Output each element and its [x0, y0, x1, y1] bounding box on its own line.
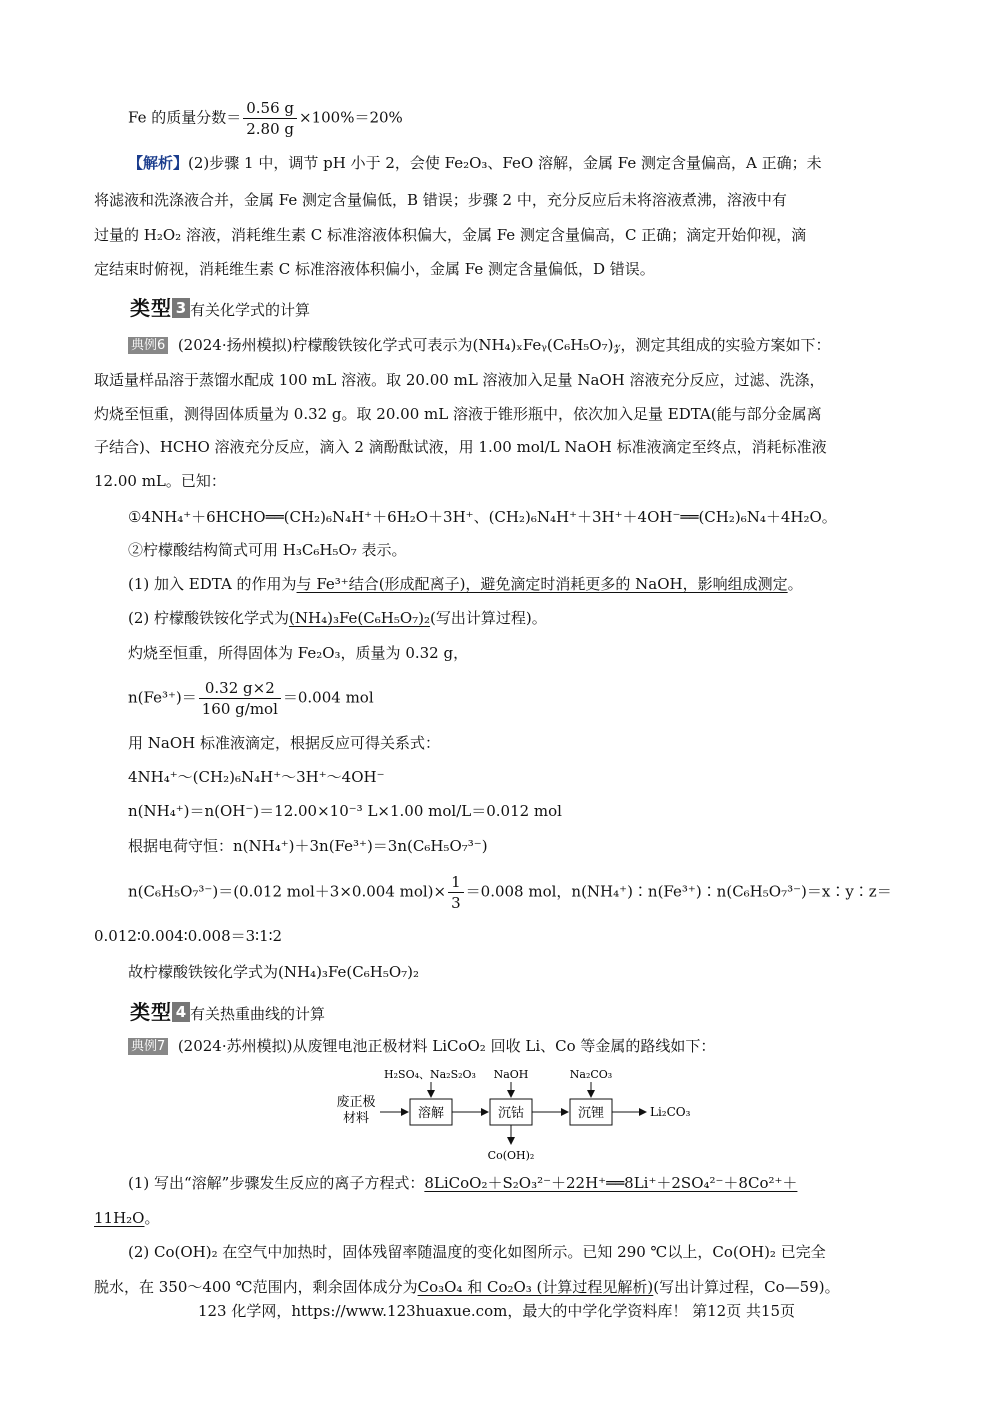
text: (1) 写出“溶解”步骤发生反应的离子方程式： — [128, 1174, 425, 1192]
given-equation-1: ①4NH₄⁺＋6HCHO══(CH₂)₆N₄H⁺＋6H₂O＋3H⁺、(CH₂)₆N₄H⁺＋3H⁺＋4OH⁻══(CH₂)₆N₄＋4H₂O。 — [128, 508, 837, 526]
solution-conclusion: 故柠檬酸铁铵化学式为(NH₄)₃Fe(C₆H₅O₇)₂ — [128, 963, 420, 981]
type-number: 4 — [172, 1002, 190, 1022]
flow-input-3: Na₂CO₃ — [569, 1068, 613, 1081]
flow-box-dissolve-label: 溶解 — [417, 1106, 445, 1121]
flow-product: Li₂CO₃ — [650, 1105, 691, 1119]
flow-input-2: NaOH — [493, 1068, 529, 1081]
text: ＝0.008 mol，n(NH₄⁺)∶n(Fe³⁺)∶n(C₆H₅O₇³⁻)＝x∶y∶z＝ — [465, 882, 892, 901]
text: 脱水，在 350～400 ℃范围内，剩余固体成分为 — [94, 1278, 418, 1296]
type-title: 有关化学式的计算 — [190, 301, 311, 319]
type-number: 3 — [172, 298, 190, 318]
text: (2024·扬州模拟)柠檬酸铁铵化学式可表示为(NH₄)ₓFeᵧ(C₆H₅O₇)𝓏，测定其组成的实验方案如下： — [177, 336, 831, 354]
type-label: 类型 — [130, 296, 172, 320]
analysis-line-1 — [128, 146, 898, 180]
flow-input-1: H₂SO₄、Na₂S₂O₃ — [384, 1068, 476, 1081]
text: ×100%＝20% — [299, 108, 403, 127]
example7-line-1 — [128, 1029, 715, 1063]
flow-output-cobalt: Co(OH)₂ — [487, 1149, 535, 1162]
text: Fe 的质量分数＝ — [128, 108, 242, 127]
fraction — [243, 98, 297, 139]
example7-question-2-line-1: (2) Co(OH)₂ 在空气中加热时，固体残留率随温度的变化如图所示。已知 290 ℃以上，Co(OH)₂ 已完全 — [128, 1243, 826, 1261]
example6-question-1 — [128, 567, 803, 601]
type-title: 有关热重曲线的计算 — [190, 1005, 326, 1023]
example-badge: 典例7 — [128, 1038, 168, 1055]
denominator: 2.80 g — [246, 120, 295, 138]
text: 。 — [787, 575, 803, 593]
text: (写出计算过程，Co—59)。 — [653, 1278, 840, 1296]
solution-step-2 — [128, 678, 374, 719]
recycling-flowchart — [330, 1064, 710, 1166]
numerator: 0.32 g×2 — [199, 678, 281, 699]
text: (2024·苏州模拟)从废锂电池正极材料 LiCoO₂ 回收 Li、Co 等金属的路线如下： — [177, 1037, 716, 1055]
solution-step-7 — [128, 872, 892, 913]
fraction — [199, 678, 281, 719]
example6-question-2 — [128, 601, 547, 635]
solution-step-6: 根据电荷守恒：n(NH₄⁺)＋3n(Fe³⁺)＝3n(C₆H₅O₇³⁻) — [128, 837, 488, 855]
flow-box-cobalt-label: 沉钴 — [497, 1106, 525, 1121]
example7-question-1 — [128, 1166, 898, 1200]
analysis-tag: 【解析】 — [128, 154, 189, 172]
text: n(Fe³⁺)＝ — [128, 688, 197, 707]
flow-start-line1: 废正极 — [336, 1095, 376, 1110]
solution-step-8: 0.012∶0.004∶0.008＝3∶1∶2 — [94, 927, 283, 945]
example7-question-2-line-2 — [94, 1270, 898, 1304]
answer: (NH₄)₃Fe(C₆H₅O₇)₂ — [289, 609, 431, 627]
answer: 8LiCoO₂＋S₂O₃²⁻＋22H⁺══8Li⁺＋2SO₄²⁻＋8Co²⁺＋ — [424, 1174, 798, 1192]
numerator: 1 — [448, 872, 464, 893]
section-heading-type3 — [130, 292, 310, 321]
solution-step-5: n(NH₄⁺)＝n(OH⁻)＝12.00×10⁻³ L×1.00 mol/L＝0.012 mol — [128, 802, 562, 820]
answer: 与 Fe³⁺结合(形成配离子)，避免滴定时消耗更多的 NaOH，影响组成测定 — [296, 575, 788, 593]
text: ＝0.004 mol — [282, 688, 374, 707]
answer: 11H₂O — [94, 1209, 145, 1227]
type-label: 类型 — [130, 1000, 172, 1024]
flow-box-lithium-label: 沉锂 — [577, 1106, 605, 1121]
denominator: 3 — [451, 894, 461, 912]
example6-line-2: 取适量样品溶于蒸馏水配成 100 mL 溶液。取 20.00 mL 溶液加入足量 NaOH 溶液充分反应，过滤、洗涤， — [94, 371, 825, 389]
example6-line-5: 12.00 mL。已知： — [94, 472, 226, 490]
fe-mass-fraction — [128, 98, 403, 139]
page-footer: 123 化学网，https://www.123huaxue.com，最大的中学化学资料库！ 第12页 共15页 — [197, 1302, 796, 1320]
flow-start-line2: 材料 — [342, 1111, 370, 1126]
solution-step-3: 用 NaOH 标准液滴定，根据反应可得关系式： — [128, 734, 440, 752]
example7-question-1-cont — [94, 1201, 160, 1235]
text: 。 — [144, 1209, 160, 1227]
answer: Co₃O₄ 和 Co₂O₃ (计算过程见解析) — [417, 1278, 654, 1296]
text: (2) 柠檬酸铁铵化学式为 — [128, 609, 290, 627]
example-badge: 典例6 — [128, 337, 168, 354]
example6-line-4: 子结合)、HCHO 溶液充分反应，滴入 2 滴酚酞试液，用 1.00 mol/L NaOH 标准液滴定至终点，消耗标准液 — [94, 438, 827, 456]
example6-line-1 — [128, 328, 898, 362]
denominator: 160 g/mol — [201, 700, 278, 718]
given-equation-2: ②柠檬酸结构简式可用 H₃C₆H₅O₇ 表示。 — [128, 541, 407, 559]
text: (写出计算过程)。 — [430, 609, 547, 627]
analysis-line-3: 过量的 H₂O₂ 溶液，消耗维生素 C 标准溶液体积偏大，金属 Fe 测定含量偏高，C 正确；滴定开始仰视，滴 — [94, 226, 807, 244]
example6-line-3: 灼烧至恒重，测得固体质量为 0.32 g。取 20.00 mL 溶液于锥形瓶中，依次加入足量 EDTA(能与部分金属离 — [94, 405, 822, 423]
fraction — [448, 872, 464, 913]
analysis-line-4: 定结束时俯视，消耗维生素 C 标准溶液体积偏小，金属 Fe 测定含量偏低，D 错误。 — [94, 260, 655, 278]
numerator: 0.56 g — [243, 98, 297, 119]
text: n(C₆H₅O₇³⁻)＝(0.012 mol＋3×0.004 mol)× — [128, 882, 447, 901]
text: (2)步骤 1 中，调节 pH 小于 2，会使 Fe₂O₃、FeO 溶解，金属 Fe 测定含量偏高，A 正确；未 — [188, 154, 822, 172]
solution-step-4: 4NH₄⁺～(CH₂)₆N₄H⁺～3H⁺～4OH⁻ — [128, 768, 385, 786]
analysis-line-2: 将滤液和洗涤液合并，金属 Fe 测定含量偏低，B 错误；步骤 2 中，充分反应后未将溶液煮沸，溶液中有 — [94, 191, 787, 209]
text: (1) 加入 EDTA 的作用为 — [128, 575, 297, 593]
section-heading-type4 — [130, 996, 325, 1025]
solution-step-1: 灼烧至恒重，所得固体为 Fe₂O₃，质量为 0.32 g， — [128, 644, 469, 662]
